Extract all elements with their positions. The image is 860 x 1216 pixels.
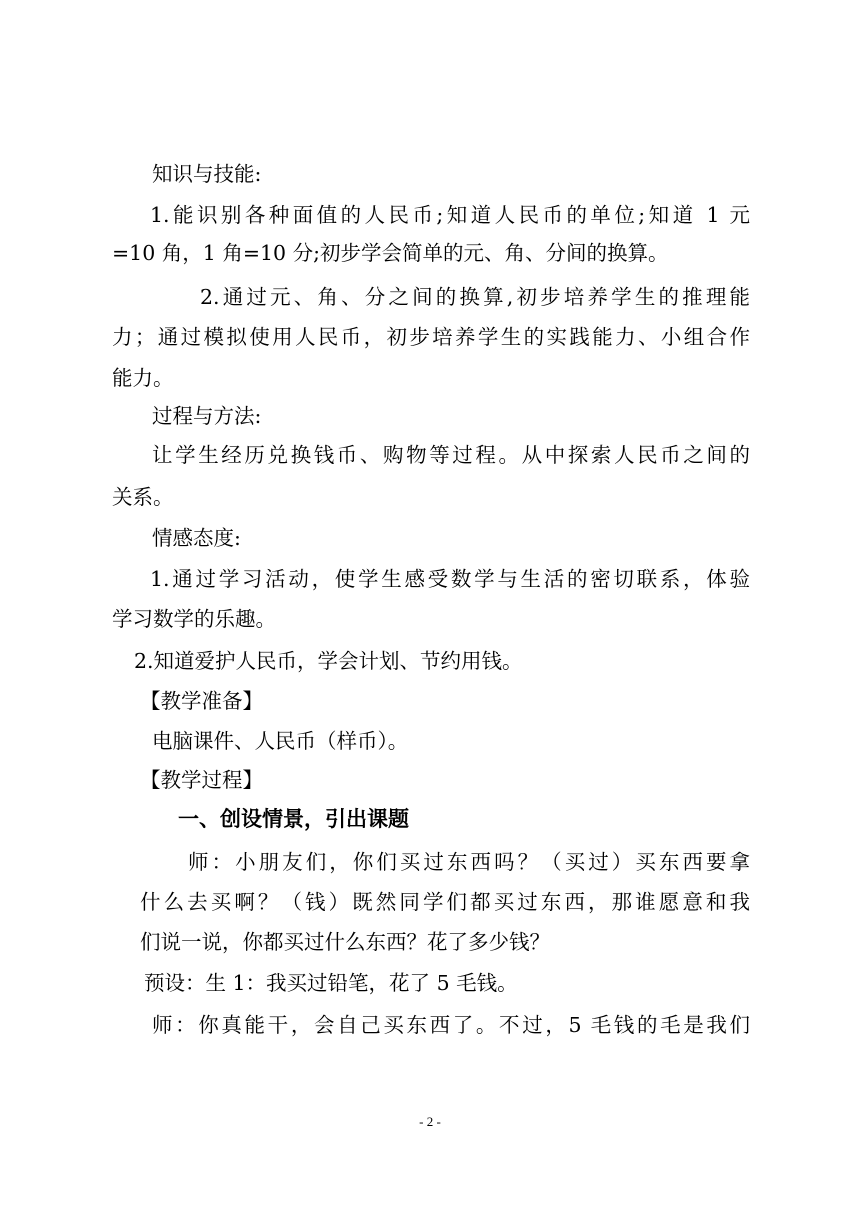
prep-heading: 【教学准备】 — [140, 689, 263, 713]
emotion-item-1-line-1: 1.通过学习活动，使学生感受数学与生活的密切联系，体验 — [150, 567, 750, 591]
dialog-line-5: 师：你真能干，会自己买东西了。不过，5 毛钱的毛是我们 — [152, 1013, 750, 1037]
process-heading: 过程与方法: — [152, 404, 262, 428]
emotion-heading: 情感态度: — [152, 526, 241, 550]
dialog-line-1: 师：小朋友们，你们买过东西吗？（买过）买东西要拿 — [188, 850, 750, 874]
emotion-item-1-line-2: 学习数学的乐趣。 — [112, 607, 276, 631]
skills-item-1-line-1: 1.能识别各种面值的人民币;知道人民币的单位;知道 1 元 — [150, 203, 750, 227]
skills-heading: 知识与技能: — [152, 162, 262, 186]
process-line-1: 让学生经历兑换钱币、购物等过程。从中探索人民币之间的 — [152, 443, 750, 467]
page-number: - 2 - — [419, 1114, 441, 1129]
process-section-heading: 【教学过程】 — [140, 768, 263, 792]
dialog-line-2: 什么去买啊？（钱）既然同学们都买过东西，那谁愿意和我 — [140, 890, 750, 914]
part-1-title: 一、创设情景，引出课题 — [178, 807, 409, 831]
emotion-item-2: 2.知道爱护人民币，学会计划、节约用钱。 — [134, 649, 523, 673]
process-line-2: 关系。 — [112, 485, 174, 509]
dialog-line-4: 预设：生 1：我买过铅笔，花了 5 毛钱。 — [144, 971, 518, 995]
skills-item-2-line-2: 力；通过模拟使用人民币，初步培养学生的实践能力、小组合作 — [112, 325, 750, 349]
prep-text: 电脑课件、人民币（样币）。 — [152, 729, 409, 753]
skills-item-1-line-2: =10 角，1 角=10 分;初步学会简单的元、角、分间的换算。 — [112, 241, 669, 265]
dialog-line-3: 们说一说，你都买过什么东西？花了多少钱？ — [140, 930, 550, 954]
skills-item-2-line-1: 2.通过元、角、分之间的换算,初步培养学生的推理能 — [200, 285, 750, 309]
skills-item-2-line-3: 能力。 — [112, 366, 174, 390]
